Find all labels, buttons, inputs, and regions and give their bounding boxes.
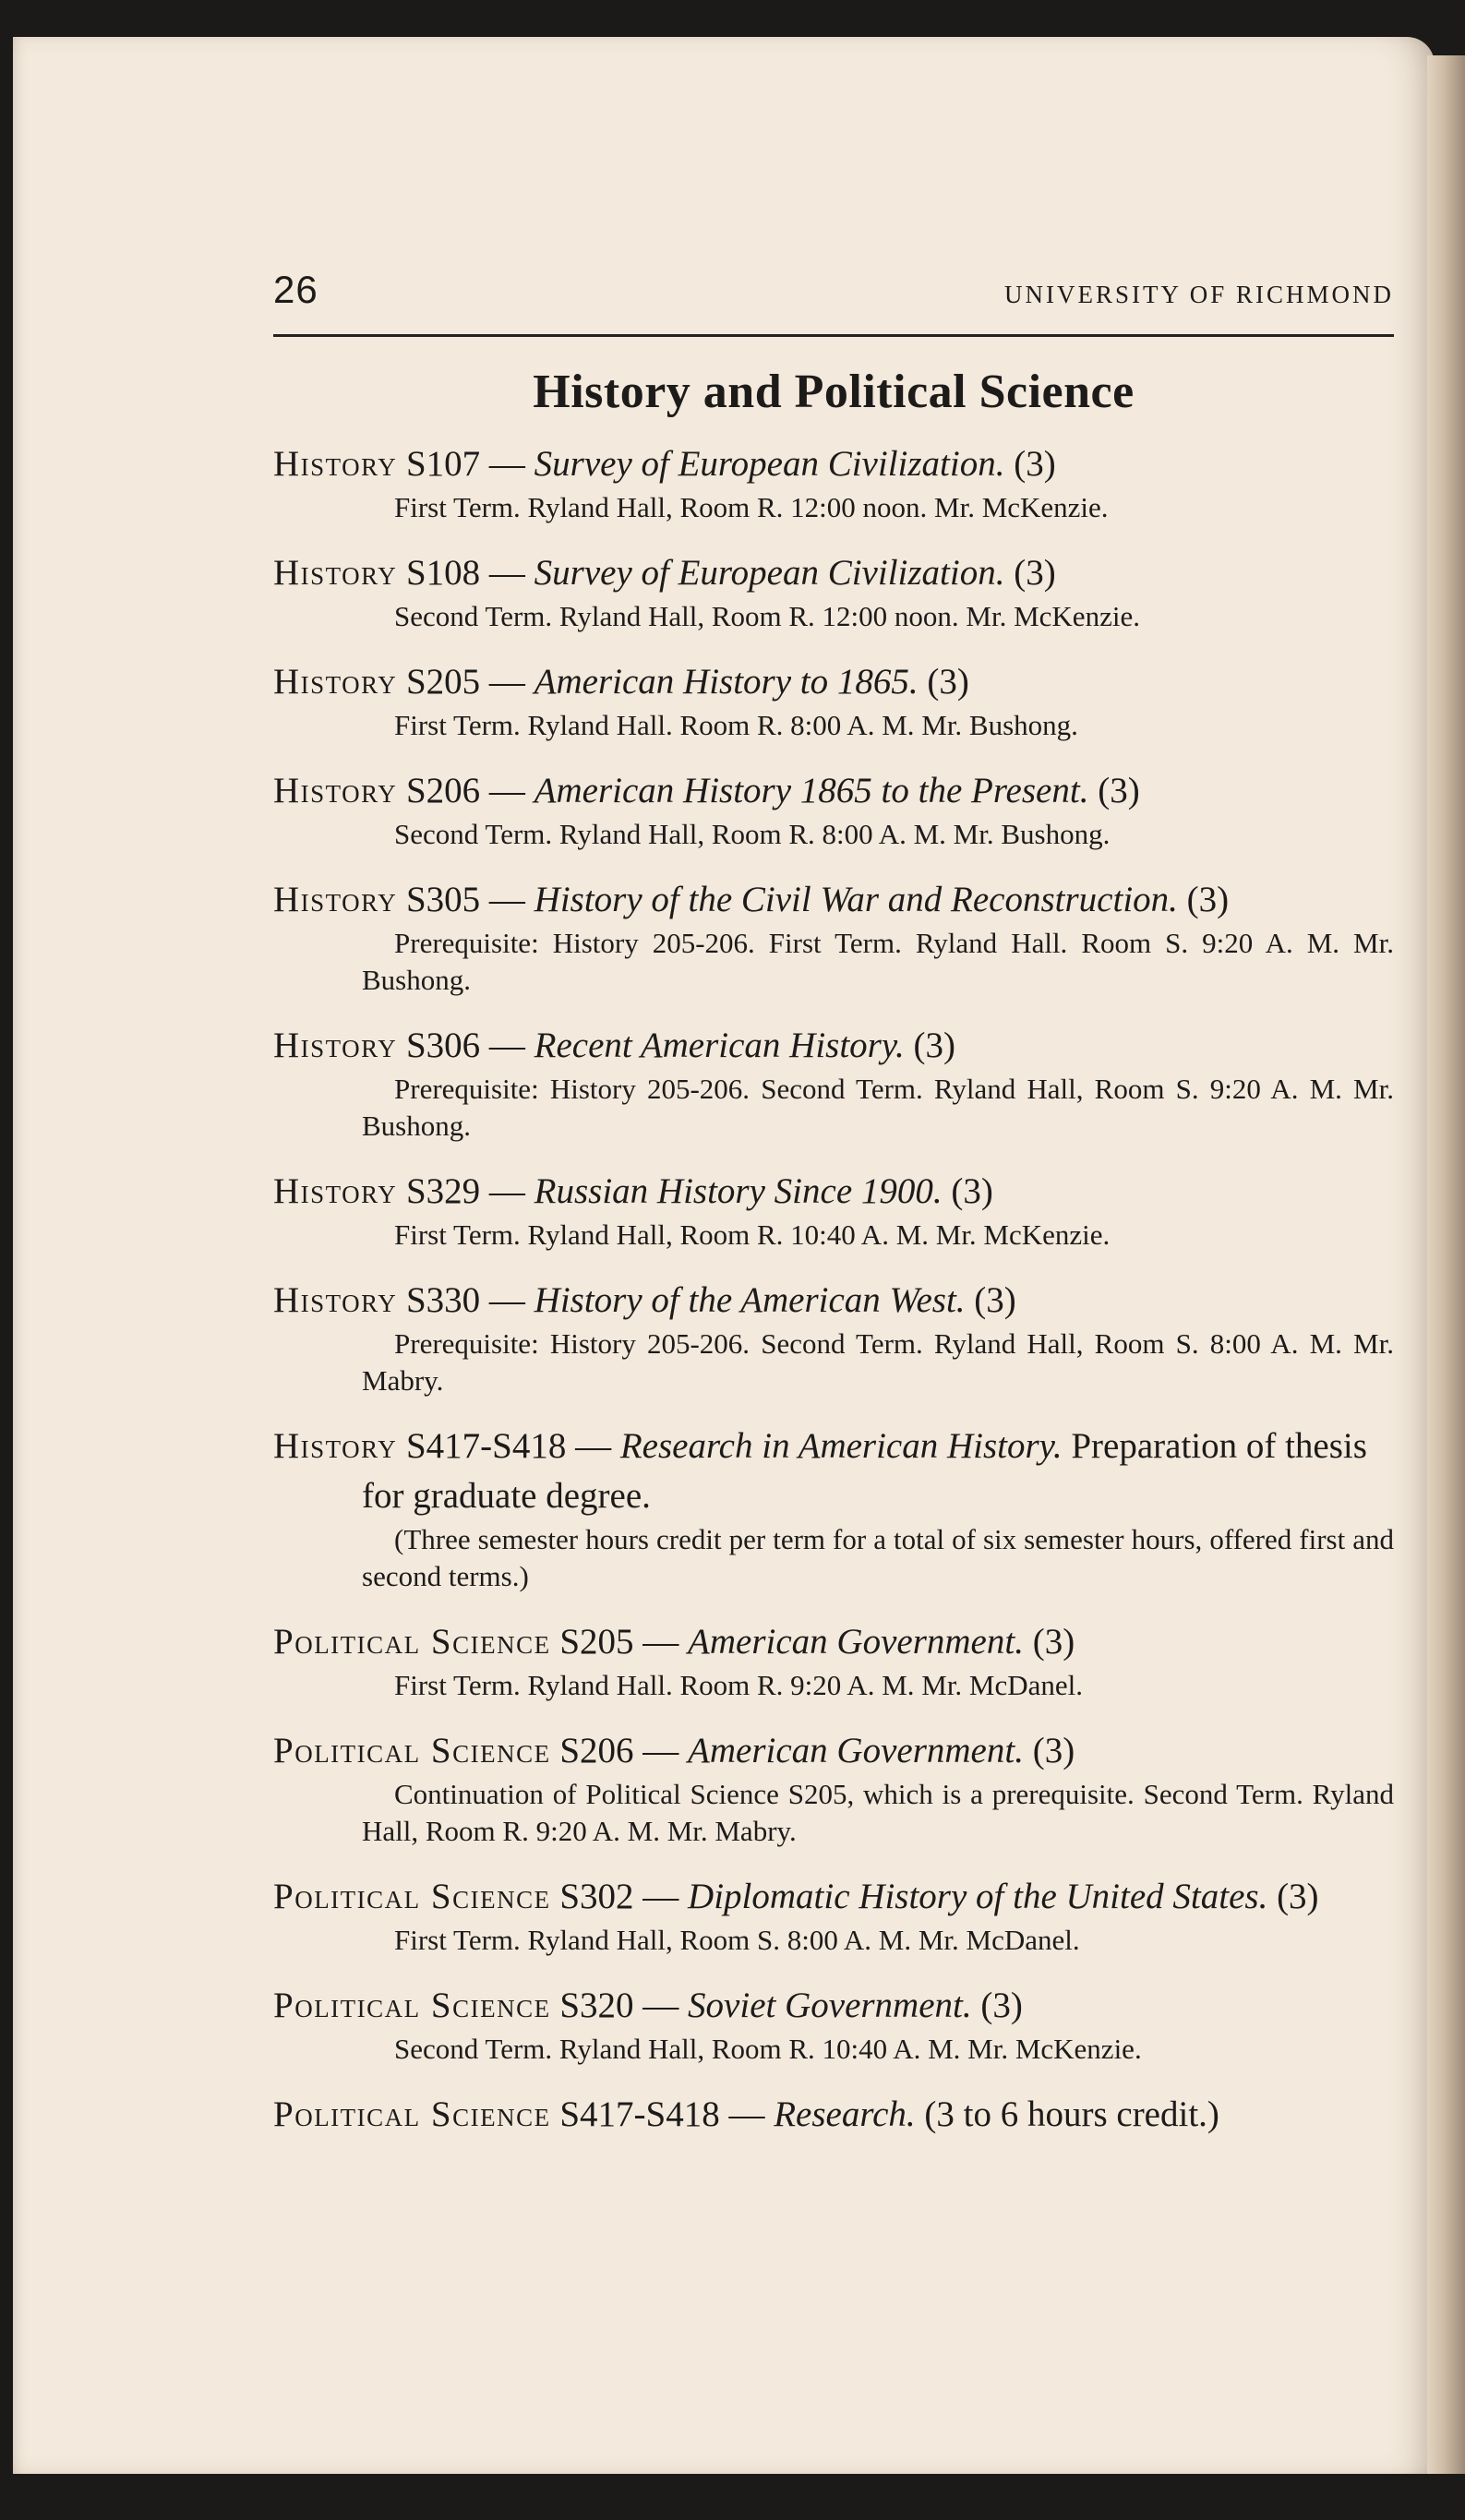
course-department: Political Science (273, 1622, 551, 1662)
course-detail: First Term. Ryland Hall. Room R. 9:20 A. M. Mr. McDanel. (394, 1669, 1084, 1701)
course-separator: — (575, 1426, 612, 1466)
course-heading (273, 657, 1394, 707)
course-department: History (273, 1171, 398, 1211)
course-title: American Government. (688, 1622, 1024, 1662)
course-entry (273, 1617, 1394, 1704)
course-code: S306 (405, 1026, 481, 1065)
course-detail: Second Term. Ryland Hall, Room R. 10:40 A. M. Mr. McKenzie. (394, 2033, 1142, 2065)
course-code: S206 (559, 1731, 634, 1770)
course-entry (273, 1872, 1394, 1959)
course-department: Political Science (273, 1731, 551, 1770)
course-credit: (3) (1014, 444, 1056, 484)
course-separator: — (642, 1731, 679, 1770)
course-credit: Preparation of thesis for graduate degree. (362, 1426, 1367, 1516)
course-heading (273, 1726, 1394, 1776)
course-heading (273, 1981, 1394, 2031)
course-title: American Government. (688, 1731, 1024, 1770)
course-separator: — (488, 771, 525, 810)
course-entry (273, 548, 1394, 635)
course-separator: — (642, 1986, 679, 2025)
course-department: History (273, 880, 398, 919)
course-separator: — (642, 1877, 679, 1916)
course-detail: First Term. Ryland Hall, Room R. 10:40 A. M. Mr. McKenzie. (394, 1218, 1111, 1251)
course-department: History (273, 553, 398, 593)
course-detail: Second Term. Ryland Hall, Room R. 8:00 A. M. Mr. Bushong. (394, 818, 1111, 850)
course-entry (273, 657, 1394, 744)
course-title: Survey of European Civilization. (534, 444, 1005, 484)
course-credit: (3) (913, 1026, 955, 1065)
course-code: S417-S418 (559, 2094, 720, 2134)
course-entry (273, 1422, 1394, 1595)
course-detail: First Term. Ryland Hall, Room S. 8:00 A. M. Mr. McDanel. (394, 1924, 1080, 1956)
course-separator: — (488, 880, 525, 919)
course-title: Research in American History. (619, 1426, 1063, 1466)
page-number: 26 (273, 268, 318, 311)
course-title: History of the American West. (534, 1280, 966, 1320)
course-credit: (3) (927, 662, 969, 702)
course-title: Recent American History. (534, 1026, 905, 1065)
course-heading (273, 548, 1394, 598)
course-heading (273, 766, 1394, 816)
course-credit: (3) (951, 1171, 993, 1211)
course-heading (273, 1167, 1394, 1217)
course-department: History (273, 444, 398, 484)
course-code: S205 (405, 662, 481, 702)
course-separator: — (488, 1171, 525, 1211)
course-entry (273, 2090, 1394, 2140)
course-heading (273, 1021, 1394, 1071)
course-department: History (273, 1426, 398, 1466)
course-title: Diplomatic History of the United States. (688, 1877, 1268, 1916)
course-detail: Continuation of Political Science S205, which is a prerequisite. Second Term. Ryland Hall, Room R. 9:20 A. M. Mr. Mabry. (362, 1778, 1394, 1847)
course-department: Political Science (273, 1877, 551, 1916)
course-heading (273, 1617, 1394, 1667)
course-title: History of the Civil War and Reconstruction. (534, 880, 1178, 919)
course-heading (273, 1872, 1394, 1922)
course-credit: (3) (1186, 880, 1230, 919)
course-entry (273, 766, 1394, 853)
course-detail: Prerequisite: History 205-206. Second Term. Ryland Hall, Room S. 9:20 A. M. Mr. Bushong. (362, 1073, 1394, 1142)
course-title: Soviet Government. (688, 1986, 972, 2025)
course-credit: (3) (1014, 553, 1056, 593)
course-code: S320 (559, 1986, 634, 2025)
course-heading (273, 439, 1394, 489)
page-edge (1427, 55, 1465, 2474)
course-credit: (3) (1032, 1622, 1075, 1662)
course-separator: — (642, 1622, 679, 1662)
course-entry (273, 1021, 1394, 1145)
course-entry (273, 1167, 1394, 1254)
course-title: Russian History Since 1900. (534, 1171, 943, 1211)
course-department: History (273, 771, 398, 810)
course-detail: Prerequisite: History 205-206. First Term. Ryland Hall. Room S. 9:20 A. M. Mr. Bushong. (362, 927, 1394, 996)
running-header (273, 268, 1394, 323)
course-credit: (3) (1277, 1877, 1319, 1916)
course-credit: (3) (1032, 1731, 1075, 1770)
course-heading (273, 2090, 1394, 2140)
course-title: Survey of European Civilization. (534, 553, 1005, 593)
course-detail: Second Term. Ryland Hall, Room R. 12:00 noon. Mr. McKenzie. (394, 600, 1140, 632)
course-separator: — (488, 1280, 525, 1320)
course-department: Political Science (273, 1986, 551, 2025)
course-detail: (Three semester hours credit per term for a total of six semester hours, offered first and second terms.) (362, 1523, 1394, 1592)
course-title: American History to 1865. (534, 662, 919, 702)
course-heading (273, 875, 1394, 925)
course-separator: — (728, 2094, 765, 2134)
section-title: History and Political Science (533, 366, 1135, 418)
course-detail: Prerequisite: History 205-206. Second Term. Ryland Hall, Room S. 8:00 A. M. Mr. Mabry. (362, 1327, 1394, 1397)
course-heading (273, 1276, 1394, 1326)
course-list (273, 439, 1394, 2140)
course-code: S329 (405, 1171, 481, 1211)
course-department: Political Science (273, 2094, 551, 2134)
course-separator: — (488, 662, 525, 702)
course-code: S206 (405, 771, 481, 810)
course-credit: (3) (974, 1280, 1016, 1320)
course-entry (273, 875, 1394, 999)
course-entry (273, 1981, 1394, 2068)
course-department: History (273, 662, 398, 702)
course-code: S330 (405, 1280, 481, 1320)
course-heading (273, 1422, 1394, 1521)
course-code: S107 (405, 444, 481, 484)
course-separator: — (488, 553, 525, 593)
course-detail: First Term. Ryland Hall. Room R. 8:00 A. M. Mr. Bushong. (394, 709, 1078, 741)
course-department: History (273, 1280, 398, 1320)
course-credit: (3) (980, 1986, 1023, 2025)
header-rule (273, 334, 1394, 337)
course-code: S108 (405, 553, 481, 593)
course-credit: (3) (1098, 771, 1140, 810)
course-detail: First Term. Ryland Hall, Room R. 12:00 noon. Mr. McKenzie. (394, 491, 1109, 523)
course-code: S417-S418 (405, 1426, 567, 1466)
course-code: S205 (559, 1622, 634, 1662)
course-title: American History 1865 to the Present. (534, 771, 1089, 810)
course-credit: (3 to 6 hours credit.) (924, 2094, 1219, 2134)
header-title: UNIVERSITY OF RICHMOND (1003, 281, 1394, 308)
course-entry (273, 1276, 1394, 1399)
course-entry (273, 439, 1394, 526)
course-code: S302 (559, 1877, 634, 1916)
course-separator: — (488, 444, 525, 484)
course-code: S305 (405, 880, 481, 919)
page-content (273, 268, 1394, 2162)
course-title: Research. (774, 2094, 916, 2134)
course-department: History (273, 1026, 398, 1065)
course-separator: — (488, 1026, 525, 1065)
course-entry (273, 1726, 1394, 1850)
